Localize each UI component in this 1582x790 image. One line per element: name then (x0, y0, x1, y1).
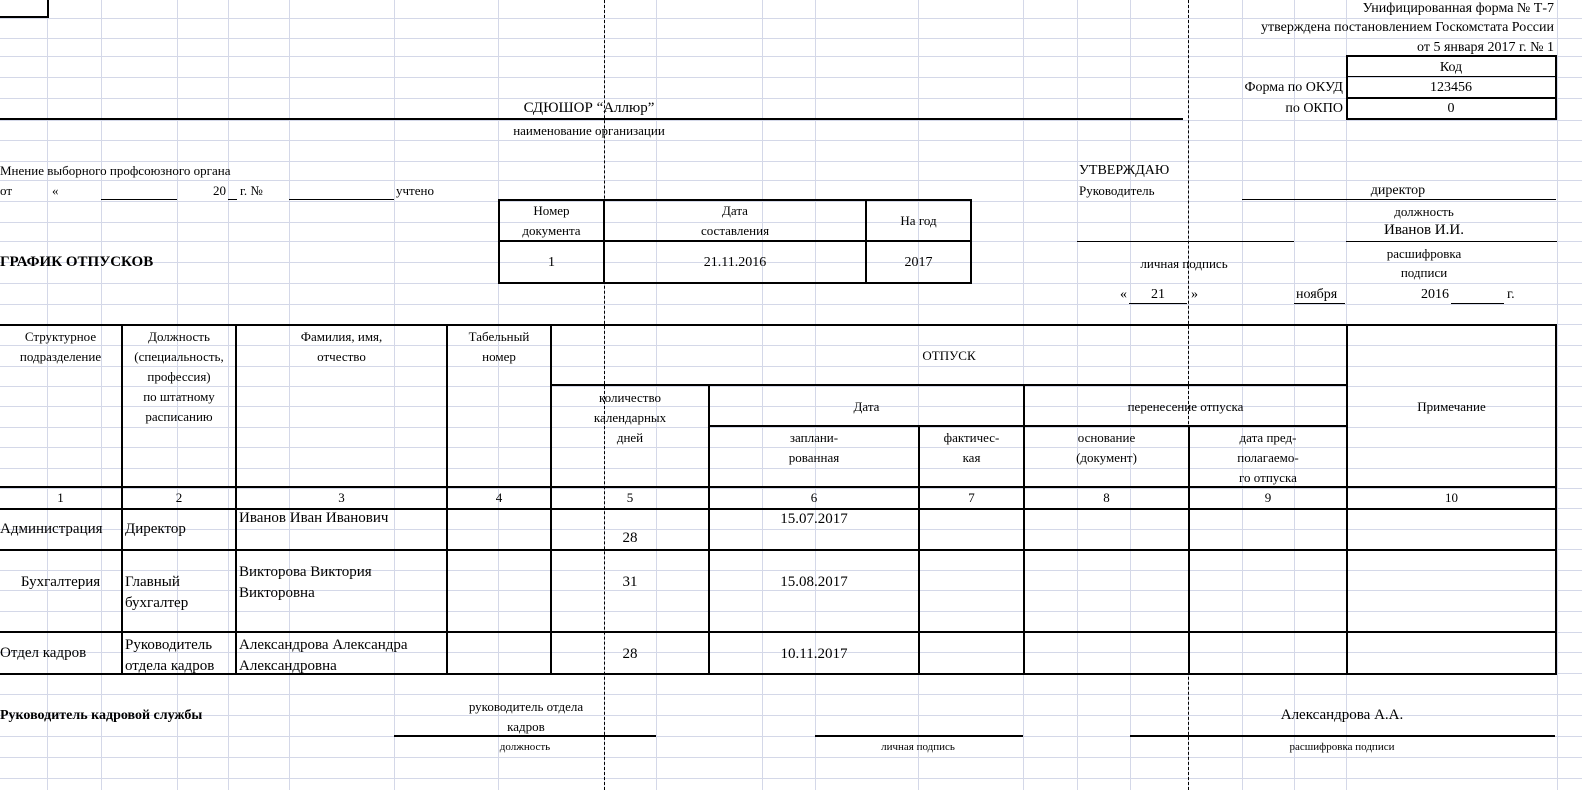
header-tab-number: Табельный номер (468, 329, 530, 364)
manager-label: Руководитель (1079, 183, 1155, 198)
union-label: Мнение выборного профсоюзного органа (0, 163, 231, 178)
organization-name[interactable]: СДЮШОР “Аллюр” (523, 100, 655, 116)
date-quote-open: « (1120, 287, 1127, 302)
doc-year[interactable]: 2017 (904, 255, 933, 270)
header-unit: Структурное подразделение (19, 329, 102, 364)
name-value[interactable]: Иванов И.И. (1384, 222, 1464, 238)
decode-caption-2: подписи (1400, 265, 1448, 280)
doc-col-year-header: На год (900, 213, 937, 228)
footer-position-caption: должность (499, 741, 551, 753)
row-position[interactable]: Руководитель отдела кадров (125, 637, 215, 674)
approve-year-suffix: г. (1507, 287, 1515, 302)
header-date: Дата (853, 399, 880, 414)
header-reason: основание (документ) (1076, 430, 1137, 465)
column-number: 3 (338, 490, 345, 505)
row-fio[interactable]: Александрова Александра Александровна (239, 637, 408, 674)
column-number: 10 (1445, 490, 1458, 505)
row-position[interactable]: Директор (125, 521, 186, 537)
row-planned-date[interactable]: 15.08.2017 (780, 574, 848, 590)
approve-month[interactable]: ноября (1296, 287, 1338, 302)
doc-number[interactable]: 1 (548, 255, 555, 270)
doc-col-date-header: Дата составления (700, 203, 770, 238)
header-fio: Фамилия, имя, отчество (300, 329, 383, 364)
header-expected: дата пред- полагаемо- го отпуска (1237, 430, 1299, 485)
union-quote: « (52, 183, 59, 198)
header-position: Должность (специальность, профессия) по штатному расписанию (134, 329, 224, 424)
row-position[interactable]: Главный бухгалтер (125, 574, 189, 611)
header-actual: фактичес- кая (943, 430, 1000, 465)
approved-date: от 5 января 2017 г. № 1 (1417, 40, 1554, 55)
row-unit[interactable]: Администрация (0, 521, 103, 537)
selected-cell[interactable] (0, 0, 49, 18)
union-year-prefix: 20 (213, 183, 226, 198)
column-number: 8 (1103, 490, 1110, 505)
doc-col-number-header: Номер документа (522, 203, 581, 238)
union-from: от (0, 183, 13, 198)
signature-caption: личная подпись (1140, 256, 1228, 271)
code-title: Код (1439, 60, 1463, 75)
doc-date[interactable]: 21.11.2016 (703, 255, 767, 270)
column-number: 4 (495, 490, 503, 505)
header-days: количество календарных дней (593, 390, 667, 445)
column-number: 6 (810, 490, 818, 505)
okud-value[interactable]: 123456 (1430, 80, 1472, 95)
column-number: 7 (968, 490, 975, 505)
union-counted: учтено (396, 183, 434, 198)
row-planned-date[interactable]: 15.07.2017 (780, 511, 848, 527)
row-unit[interactable]: Отдел кадров (0, 645, 87, 661)
footer-name[interactable]: Александрова А.А. (1280, 707, 1404, 723)
approve-title: УТВЕРЖДАЮ (1079, 163, 1170, 178)
okud-label: Форма по ОКУД (1244, 80, 1343, 95)
header-note: Примечание (1417, 399, 1486, 414)
row-unit[interactable]: Бухгалтерия (20, 574, 101, 590)
approve-day[interactable]: 21 (1151, 287, 1165, 302)
okpo-value[interactable]: 0 (1447, 101, 1455, 116)
position-value[interactable]: директор (1370, 183, 1426, 198)
approved-by: утверждена постановлением Госкомстата России (1261, 20, 1554, 35)
row-planned-date[interactable]: 10.11.2017 (780, 646, 848, 662)
union-year-suffix: г. № (240, 183, 263, 198)
approve-year[interactable]: 2016 (1421, 287, 1449, 302)
column-number: 1 (57, 490, 64, 505)
row-fio[interactable]: Викторова Виктория Викторовна (239, 564, 372, 601)
okpo-label: по ОКПО (1285, 101, 1343, 116)
footer-position[interactable]: руководитель отдела кадров (468, 699, 584, 734)
row-days[interactable]: 28 (622, 530, 638, 546)
decode-caption-1: расшифровка (1386, 246, 1462, 261)
footer-signature-caption: личная подпись (881, 741, 955, 753)
column-number: 9 (1264, 490, 1272, 505)
footer-label: Руководитель кадровой службы (0, 708, 203, 723)
organization-caption: наименование организации (513, 123, 665, 138)
row-days[interactable]: 28 (622, 646, 638, 662)
page-title: ГРАФИК ОТПУСКОВ (0, 254, 154, 270)
footer-decode-caption: расшифровка подписи (1289, 741, 1395, 753)
header-planned: заплани- рованная (788, 430, 840, 465)
form-name: Унифицированная форма № Т-7 (1362, 1, 1554, 16)
date-quote-close: » (1191, 287, 1198, 302)
row-days[interactable]: 31 (622, 574, 638, 590)
column-number: 2 (175, 490, 183, 505)
header-transfer: перенесение отпуска (1127, 399, 1244, 414)
row-fio[interactable]: Иванов Иван Иванович (239, 510, 389, 526)
column-number: 5 (626, 490, 634, 505)
header-vacation: ОТПУСК (922, 348, 976, 363)
position-caption: должность (1394, 204, 1454, 219)
